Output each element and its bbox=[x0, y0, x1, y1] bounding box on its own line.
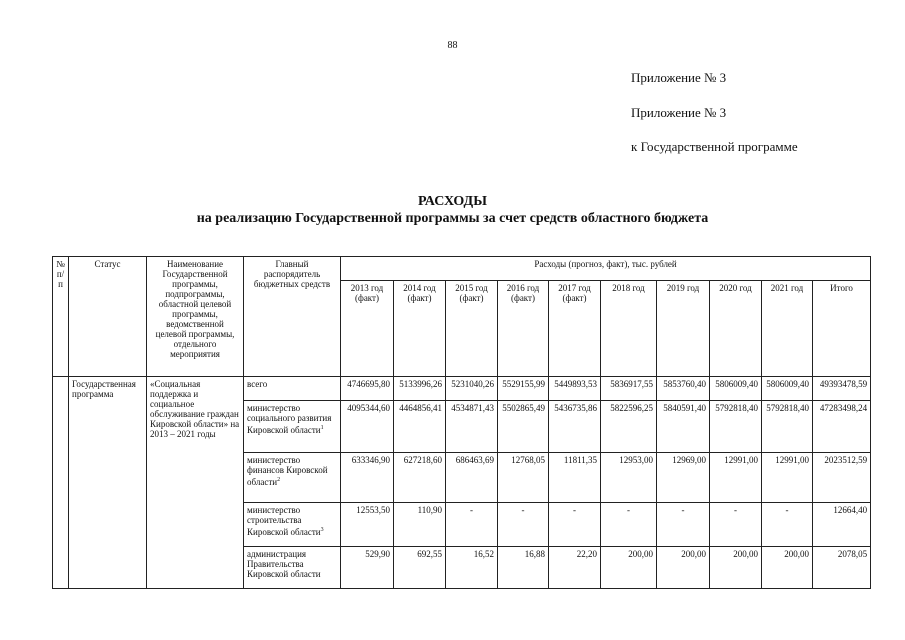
value-cell: 4464856,41 bbox=[394, 401, 446, 453]
footnote-marker: 2 bbox=[277, 477, 281, 483]
value-cell: 4746695,80 bbox=[341, 377, 394, 401]
admin-cell bbox=[244, 547, 341, 589]
header-year: Итого bbox=[813, 281, 871, 377]
value-cell: - bbox=[498, 503, 549, 547]
value-cell: 5836917,55 bbox=[601, 377, 657, 401]
program-name-cell: «Социальная поддержка и социальное обслуживание граждан Кировской области» на 2013 – 2021 годы bbox=[147, 377, 244, 589]
value-cell: 5502865,49 bbox=[498, 401, 549, 453]
value-cell: 49393478,59 bbox=[813, 377, 871, 401]
admin-label: министерство строительства Кировской области bbox=[247, 505, 321, 537]
admin-label: министерство социального развития Кировской области bbox=[247, 403, 332, 435]
value-cell: 12768,05 bbox=[498, 453, 549, 503]
value-cell: 5449893,53 bbox=[549, 377, 601, 401]
value-cell: 4095344,60 bbox=[341, 401, 394, 453]
value-cell: - bbox=[710, 503, 762, 547]
admin-label: министерство финансов Кировской области bbox=[247, 455, 328, 487]
value-cell: 12991,00 bbox=[710, 453, 762, 503]
appendix-line-2: Приложение № 3 bbox=[631, 105, 727, 120]
program-status-cell: Государственная программа bbox=[69, 377, 147, 589]
value-cell: 633346,90 bbox=[341, 453, 394, 503]
admin-cell bbox=[244, 377, 341, 401]
header-num: № п/п bbox=[53, 257, 69, 377]
header-year: 2013 год (факт) bbox=[341, 281, 394, 377]
admin-cell bbox=[244, 401, 341, 453]
page-number: 88 bbox=[447, 40, 458, 51]
value-cell: 16,88 bbox=[498, 547, 549, 589]
value-cell: 200,00 bbox=[710, 547, 762, 589]
value-cell: 5133996,26 bbox=[394, 377, 446, 401]
admin-cell bbox=[244, 503, 341, 547]
value-cell: - bbox=[549, 503, 601, 547]
title-subtitle: на реализацию Государственной программы за счет средств областного бюджета bbox=[196, 211, 709, 226]
admin-label: всего bbox=[247, 379, 268, 389]
value-cell: 686463,69 bbox=[446, 453, 498, 503]
value-cell: 5822596,25 bbox=[601, 401, 657, 453]
value-cell: 5806009,40 bbox=[710, 377, 762, 401]
header-year: 2019 год bbox=[657, 281, 710, 377]
value-cell: 5436735,86 bbox=[549, 401, 601, 453]
header-year: 2014 год (факт) bbox=[394, 281, 446, 377]
admin-label: администрация Правительства Кировской области bbox=[247, 549, 321, 579]
document-title bbox=[0, 193, 905, 227]
value-cell: 5792818,40 bbox=[762, 401, 813, 453]
value-cell: 22,20 bbox=[549, 547, 601, 589]
header-year: 2017 год (факт) bbox=[549, 281, 601, 377]
value-cell: 627218,60 bbox=[394, 453, 446, 503]
table-row bbox=[53, 377, 871, 401]
value-cell: 692,55 bbox=[394, 547, 446, 589]
value-cell: 5231040,26 bbox=[446, 377, 498, 401]
value-cell: 2078,05 bbox=[813, 547, 871, 589]
value-cell: 12953,00 bbox=[601, 453, 657, 503]
value-cell: 12553,50 bbox=[341, 503, 394, 547]
value-cell: 11811,35 bbox=[549, 453, 601, 503]
footnote-marker: 3 bbox=[320, 527, 324, 533]
value-cell: 12991,00 bbox=[762, 453, 813, 503]
value-cell: - bbox=[762, 503, 813, 547]
header-year: 2021 год bbox=[762, 281, 813, 377]
value-cell: 4534871,43 bbox=[446, 401, 498, 453]
value-cell: 5806009,40 bbox=[762, 377, 813, 401]
expenses-table bbox=[52, 256, 871, 589]
admin-cell bbox=[244, 453, 341, 503]
header-name: Наименование Государственной программы, подпрограммы, областной целевой программы, ведомственной целевой программы, отдельного мероприятия bbox=[147, 257, 244, 377]
value-cell: 5853760,40 bbox=[657, 377, 710, 401]
value-cell: 5529155,99 bbox=[498, 377, 549, 401]
value-cell: 529,90 bbox=[341, 547, 394, 589]
header-admin: Главный распорядитель бюджетных средств bbox=[244, 257, 341, 377]
value-cell: 200,00 bbox=[657, 547, 710, 589]
value-cell: 110,90 bbox=[394, 503, 446, 547]
appendix-line-3: к Государственной программе bbox=[631, 139, 798, 154]
header-year: 2015 год (факт) bbox=[446, 281, 498, 377]
footnote-marker: 1 bbox=[320, 425, 324, 431]
value-cell: 2023512,59 bbox=[813, 453, 871, 503]
value-cell: 5792818,40 bbox=[710, 401, 762, 453]
value-cell: - bbox=[446, 503, 498, 547]
value-cell: 5840591,40 bbox=[657, 401, 710, 453]
value-cell: 47283498,24 bbox=[813, 401, 871, 453]
header-year: 2016 год (факт) bbox=[498, 281, 549, 377]
header-year: 2018 год bbox=[601, 281, 657, 377]
value-cell: 16,52 bbox=[446, 547, 498, 589]
value-cell: 200,00 bbox=[762, 547, 813, 589]
row-number-cell bbox=[53, 377, 69, 589]
value-cell: 12969,00 bbox=[657, 453, 710, 503]
header-status: Статус bbox=[69, 257, 147, 377]
value-cell: - bbox=[601, 503, 657, 547]
value-cell: 12664,40 bbox=[813, 503, 871, 547]
value-cell: - bbox=[657, 503, 710, 547]
header-expenses: Расходы (прогноз, факт), тыс. рублей bbox=[341, 257, 871, 281]
value-cell: 200,00 bbox=[601, 547, 657, 589]
title-main: РАСХОДЫ bbox=[418, 194, 487, 209]
header-year: 2020 год bbox=[710, 281, 762, 377]
appendix-line-1: Приложение № 3 bbox=[631, 70, 727, 85]
